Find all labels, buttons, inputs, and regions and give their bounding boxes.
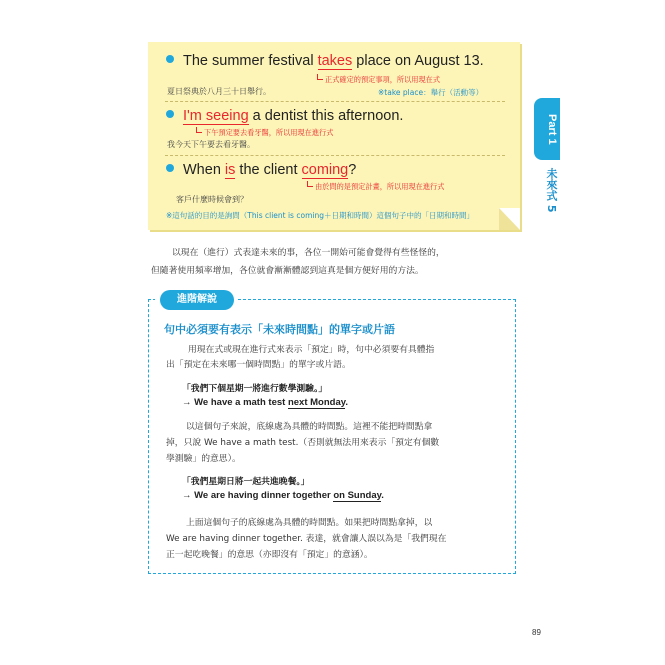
annotation-3: 由於問的是預定計畫，所以用現在進行式 [307, 181, 444, 192]
para-2-line-3: 學測驗」的意思）。 [166, 454, 241, 464]
example-sentence-3: When is the client coming? [166, 162, 356, 178]
highlighted-verb: takes [317, 53, 353, 69]
example-2-chinese: 「我們星期日將一起共進晚餐。」 [182, 477, 310, 487]
para-1-line-1: 用現在式或現在進行式來表示「預定」時，句中必須要有具體指 [188, 345, 435, 355]
example-sentence-2: I'm seeing a dentist this afternoon. [166, 108, 403, 124]
translation-1: 夏日祭典於八月三十日舉行。 [167, 87, 271, 96]
body-line-1: 以現在（進行）式表達未來的事，各位一開始可能會覺得有些怪怪的， [172, 248, 445, 258]
time-expression: on Sunday [333, 490, 382, 501]
translation-2: 我今天下午要去看牙醫。 [167, 140, 255, 149]
example-2-english: → We are having dinner together on Sunday. [182, 490, 384, 501]
para-1-line-2: 出「預定在未來哪一個時間點」的單字或片語。 [166, 360, 351, 370]
bullet-icon [166, 164, 174, 172]
chapter-tab-label: Part 1 [546, 113, 558, 145]
page-number: 89 [532, 628, 541, 637]
question-tip: ※這句話的目的是詢問（This client is coming＋日期和時間）這個句子中的「日期和時間」 [166, 211, 474, 220]
divider [165, 155, 505, 156]
bullet-icon [166, 55, 174, 63]
divider [165, 101, 505, 102]
translation-3: 客戶什麼時候會到？ [176, 195, 248, 204]
time-expression: next Monday [287, 397, 346, 408]
example-sentence-1: The summer festival takes place on August 13. [166, 53, 484, 69]
note-folded-corner [499, 208, 520, 230]
section-title: 句中必須要有表示「未來時間點」的單字或片語 [164, 323, 395, 336]
chapter-subtitle: 未來式 5 [545, 168, 558, 213]
body-line-2: 但隨著使用頻率增加，各位就會漸漸體認到這真是個方便好用的方法。 [151, 266, 424, 276]
annotation-2: 下午預定要去看牙醫，所以用現在進行式 [196, 127, 333, 138]
para-2-line-1: 以這個句子來說，底線處為具體的時間點。這裡不能把時間點拿 [186, 422, 433, 432]
annotation-1: 正式確定的預定事項，所以用現在式 [317, 74, 440, 85]
para-3-line-2: We are having dinner together. 表達，就會讓人誤以為是「我們現在 [166, 534, 447, 544]
para-3-line-3: 正一起吃晚餐」的意思（亦即沒有「預定」的意涵）。 [166, 550, 373, 560]
example-1-chinese: 「我們下個星期一將進行數學測驗。」 [182, 384, 328, 394]
bullet-icon [166, 110, 174, 118]
advanced-badge: 進階解說 [160, 290, 234, 310]
example-1-english: → We have a math test next Monday. [182, 397, 348, 408]
para-3-line-1: 上面這個句子的底線處為具體的時間點。如果把時間點拿掉，以 [186, 518, 433, 528]
vocab-tip: ※take place：舉行（活動等） [378, 88, 484, 97]
para-2-line-2: 掉，只說 We have a math test.（否則就無法用來表示「預定有個數 [166, 438, 440, 448]
